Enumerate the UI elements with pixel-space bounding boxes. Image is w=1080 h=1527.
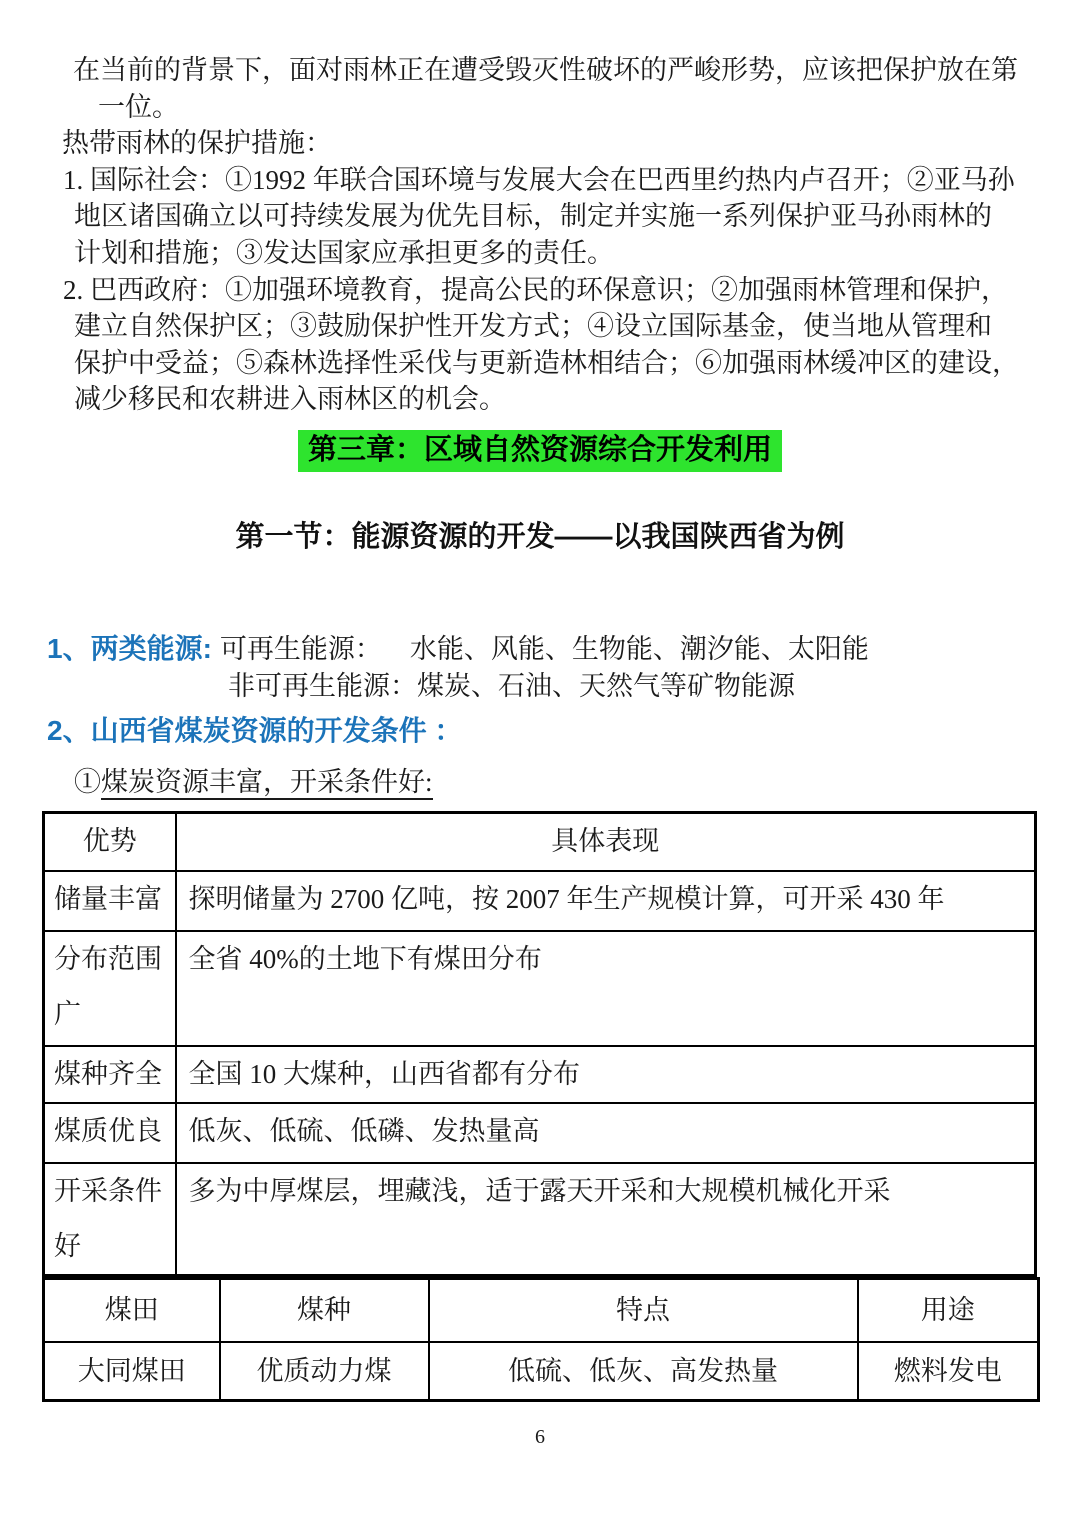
table-cell: 分布范围广 <box>44 931 176 1046</box>
table-cell: 全省 40%的土地下有煤田分布 <box>176 931 1036 1046</box>
table-row <box>44 1163 1036 1276</box>
list-item-line: 减少移民和农耕进入雨林区的机会。 <box>74 384 506 415</box>
coal-fields-table <box>42 1277 1040 1402</box>
table-cell: 储量丰富 <box>44 871 176 931</box>
table-cell: 优质动力煤 <box>220 1342 429 1400</box>
energy-notes <box>0 631 1080 800</box>
development-conditions-row <box>47 713 1080 750</box>
list-item-line: 建立自然保护区；③鼓励保护性开发方式；④设立国际基金，使当地从管理和 <box>74 311 992 342</box>
table-cell: 多为中厚煤层，埋藏浅，适于露天开采和大规模机械化开采 <box>176 1163 1036 1276</box>
section-title: 第一节：能源资源的开发——以我国陕西省为例 <box>235 520 845 553</box>
paragraph-line: 一位。 <box>98 91 179 122</box>
table-row <box>44 1103 1036 1163</box>
renewable-label: 可再生能源： <box>219 633 382 664</box>
table-header-cell: 煤田 <box>44 1278 220 1342</box>
table-row <box>44 1342 1039 1400</box>
table-row <box>44 871 1036 931</box>
point-1-underlined: 煤炭资源丰富，开采条件好: <box>101 767 433 800</box>
energy-types-heading: 1、两类能源: <box>47 632 212 664</box>
renewable-items: 水能、风能、生物能、潮汐能、太阳能 <box>409 633 869 664</box>
list-item-line: 地区诸国确立以可持续发展为优先目标，制定并实施一系列保护亚马孙雨林的 <box>74 201 992 232</box>
table-header-row <box>44 1278 1039 1342</box>
table-row <box>44 931 1036 1046</box>
table-cell: 开采条件好 <box>44 1163 176 1276</box>
table-cell: 低硫、低灰、高发热量 <box>429 1342 858 1400</box>
paragraph-line: 在当前的背景下，面对雨林正在遭受毁灭性破坏的严峻形势，应该把保护放在第 <box>73 55 1018 85</box>
nonrenewable-row: 非可再生能源：煤炭、石油、天然气等矿物能源 <box>228 670 795 701</box>
advantages-table <box>42 811 1037 1277</box>
chapter-title-row <box>0 430 1080 472</box>
list-item-line: 1. 国际社会：①1992 年联合国环境与发展大会在巴西里约热内卢召开；②亚马孙 <box>63 164 1015 195</box>
table-header-cell: 具体表现 <box>176 813 1036 871</box>
table-cell: 煤种齐全 <box>44 1046 176 1103</box>
table-cell: 探明储量为 2700 亿吨，按 2007 年生产规模计算，可开采 430 年 <box>176 871 1036 931</box>
intro-paragraph <box>0 0 1080 418</box>
list-item-line: 保护中受益；⑤森林选择性采伐与更新造林相结合；⑥加强雨林缓冲区的建设， <box>74 347 1019 378</box>
chapter-title-highlight: 第三章：区域自然资源综合开发利用 <box>298 430 782 472</box>
table-header-cell: 用途 <box>858 1278 1039 1342</box>
table-header-row <box>44 813 1036 871</box>
table-cell: 大同煤田 <box>44 1342 220 1400</box>
list-item-line: 计划和措施；③发达国家应承担更多的责任。 <box>74 237 614 268</box>
energy-types-row <box>47 631 1080 668</box>
protection-measures-heading: 热带雨林的保护措施： <box>62 128 332 159</box>
table-cell: 燃料发电 <box>858 1342 1039 1400</box>
table-header-cell: 优势 <box>44 813 176 871</box>
table-header-cell: 特点 <box>429 1278 858 1342</box>
table-cell: 煤质优良 <box>44 1103 176 1163</box>
table-cell: 全国 10 大煤种，山西省都有分布 <box>176 1046 1036 1103</box>
table-row <box>44 1046 1036 1103</box>
table-header-cell: 煤种 <box>220 1278 429 1342</box>
table-cell: 低灰、低硫、低磷、发热量高 <box>176 1103 1036 1163</box>
circled-number: ① <box>74 766 101 797</box>
point-1-row <box>74 764 1080 801</box>
page-number: 6 <box>535 1425 545 1448</box>
development-conditions-heading: 2、山西省煤炭资源的开发条件 ： <box>47 715 463 747</box>
list-item-line: 2. 巴西政府：①加强环境教育，提高公民的环保意识；②加强雨林管理和保护， <box>63 274 1008 305</box>
